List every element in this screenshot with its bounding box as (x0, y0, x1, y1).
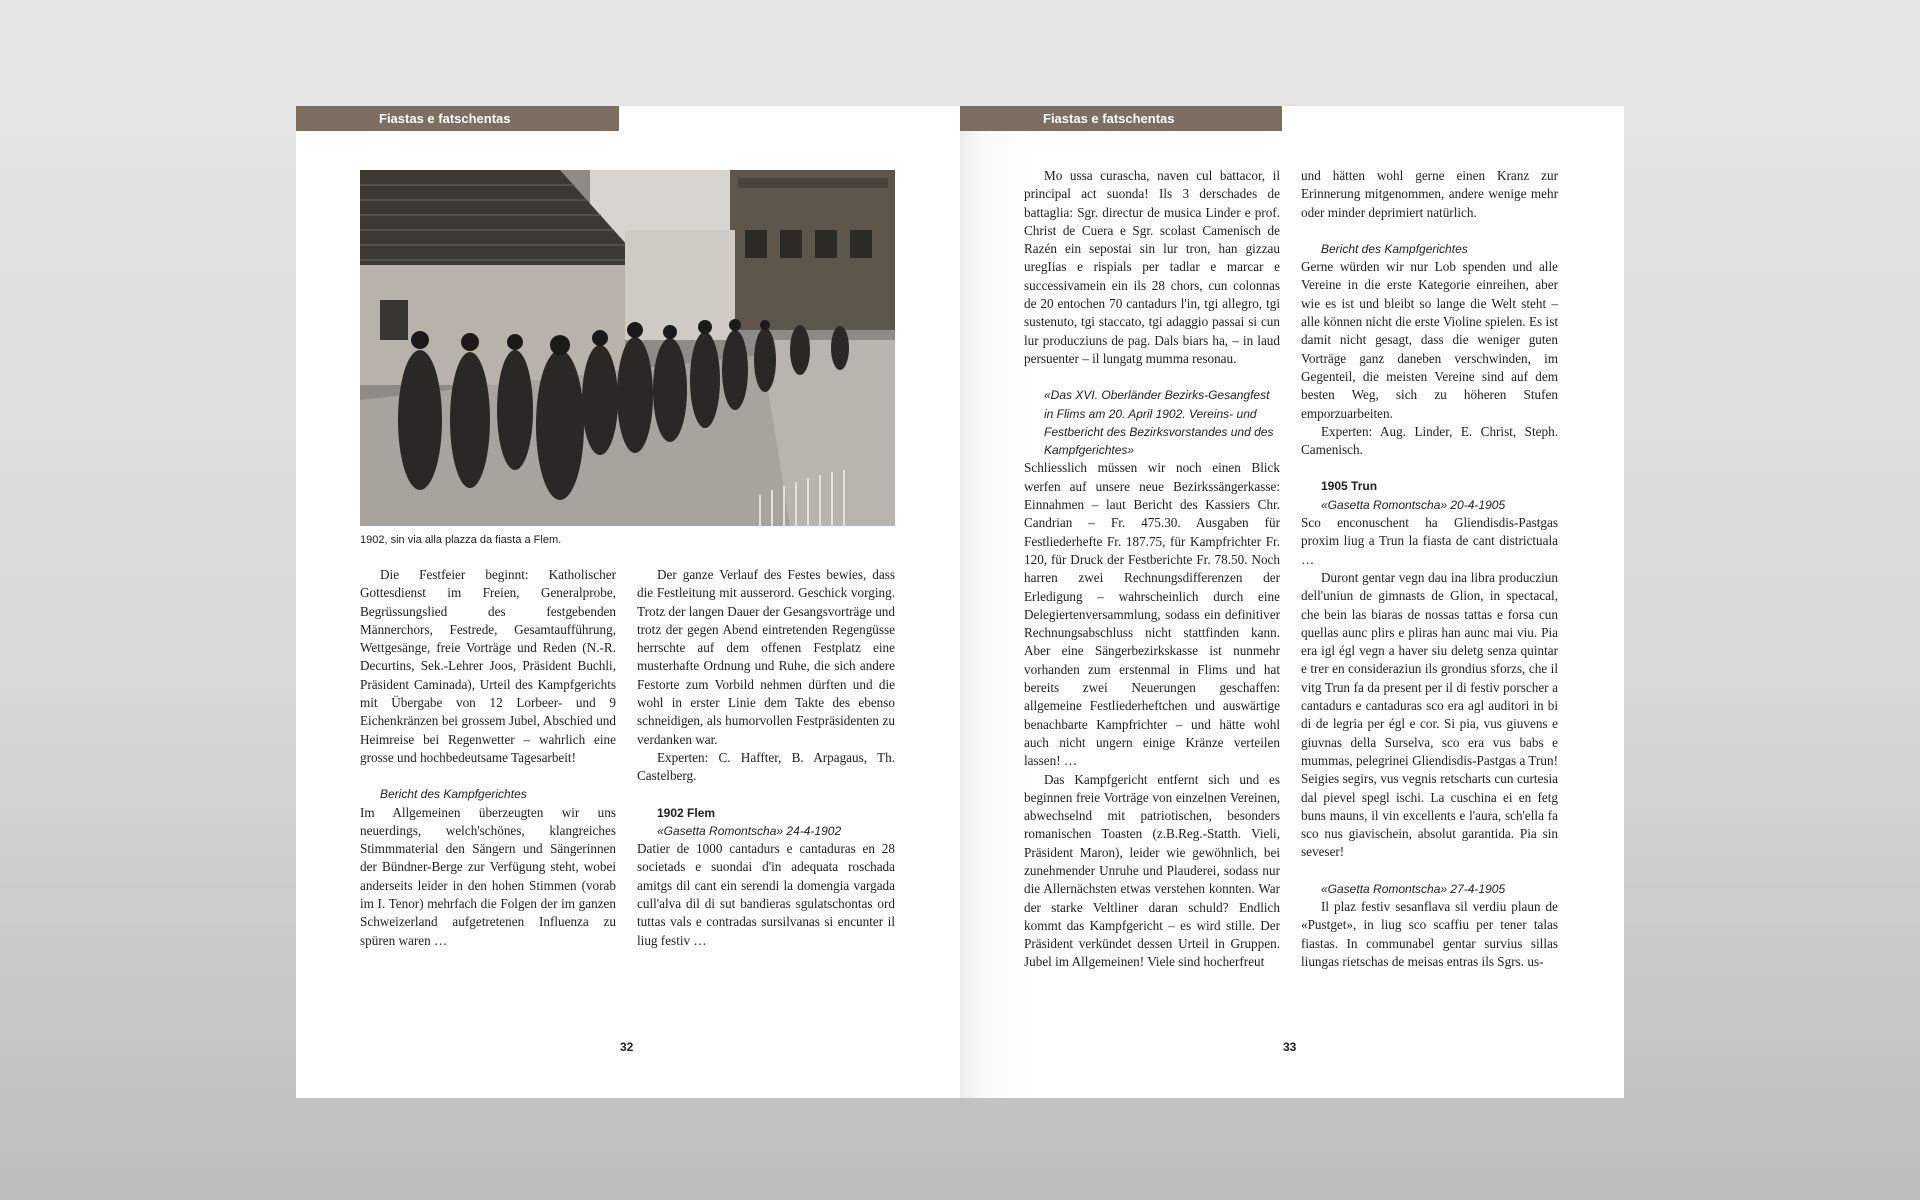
quote-heading: «Das XVI. Oberländer Bezirks-Gesangfest in Flims am 20. April 1902. Vereins- und Festbericht des Bezirksvorstandes und des Kampfgerichtes» (1044, 388, 1274, 458)
paragraph: Die Festfeier beginnt: Katholischer Gottesdienst im Freien, Generalprobe, Begrüssungslied des festgebenden Männerchors, Festrede, Gesamtaufführung, Wettgesänge, freie Vorträge und Reden (N.-R. Decurtins, Sek.-Lehrer Joos, Präsident Buchli, Präsident Caminada), Urteil des Kampfgerichts mit Übergabe von 12 Lorbeer- und 9 Eichenkränzen bei grossem Jubel, Abschied und Heimreise bei Regenwetter – wahrlich eine grosse und hochbedeutsame Tagesarbeit! (360, 567, 616, 765)
paragraph: Datier de 1000 cantadurs e cantaduras en 28 societads e suondai d'in adequata roschada amitgs dil cant ein serendi la domengia vargada cull'alva dil di sut bandieras sgulatschontas ord tuttas vals e contradas sursilvanas si encunter il liug festiv … (637, 841, 895, 948)
source-citation: «Gasetta Romontscha» 24-4-1902 (657, 823, 842, 838)
paragraph: und hätten wohl gerne einen Kranz zur Erinnerung mitgenommen, andere wenige mehr oder minder deprimiert natürlich. (1301, 168, 1558, 220)
running-header: Fiastas e fatschentas (296, 106, 619, 131)
running-header: Fiastas e fatschentas (960, 106, 1282, 131)
paragraph: Experten: C. Haffter, B. Arpagaus, Th. Castelberg. (637, 749, 895, 784)
left-page (296, 106, 960, 1098)
paragraph: Der ganze Verlauf des Festes bewies, dass die Festleitung mit ausserord. Geschick vorging. Trotz der langen Dauer der Gesangsvorträge und trotz der gegen Abend eintretenden Regengüsse herrschte auf dem offenen Festplatz eine musterhafte Ordnung und Ruhe, die sich andere Festorte zum Vorbild nehmen dürften und die wohl in erster Linie dem Takte des ebenso schneidigen, als humorvollen Festpräsidenten zu verdanken war. (637, 567, 895, 747)
subheading: Bericht des Kampfgerichtes (1321, 241, 1468, 256)
right-column-1 (1024, 167, 1280, 972)
paragraph: Duront gentar vegn dau ina libra producziun dell'uniun de gimnasts de Glion, in spectacal, che bein las biaras de nossas tattas e forsa cun quellas aunc plirs e pliras han aunc mai viu. Pia era igl égl vegn a haver siu deletg senza quintar e trer en consideraziun ils grondius sforzs, che il vitg Trun fa da present per il di festiv porscher a cantadurs e cantaduras sco era agl auditori in bi di de legria per égl e cor. Si pia, vus giuvens e giuvnas della Surselva, sco era vus babs e mummas, pelegrinei Gliendisdis-Pastgas a Trun! Seigies segirs, vus vegnis retscharts cun curtesia dal pievel spegl ischi. La cuschina ei en fetg buns mauns, il vin excellents e l'aura, sch'ella fa sco nus giavischein, absolut garantida. Pia sin seveser! (1301, 569, 1558, 860)
historical-photo (360, 170, 895, 526)
left-column-2 (637, 566, 895, 950)
page-number: 32 (620, 1040, 634, 1054)
paragraph: Il plaz festiv sesanflava sil verdiu plaun de «Pustget», in liug sco scaffiu per tener talas fiastas. In communabel gentar survius sillas liungas rietschas de meisas entras ils Sgrs. us- (1301, 898, 1558, 969)
paragraph: Im Allgemeinen überzeugten wir uns neuerdings, welch'schönes, klangreiches Stimmmaterial den Sängern und Sängerinnen der Bündner-Berge zur Verfügung steht, wobei anderseits leider in den hohen Stimmen (vorab im I. Tenor) mehrfach die Folgen der im ganzen Schweizerland aufgetretenen Influenza zu spüren waren … (360, 804, 616, 948)
paragraph: Das Kampfgericht entfernt sich und es beginnen freie Vorträge von einzelnen Vereinen, abwechselnd mit patriotischen, besonders romanischen Toasten (z.B.Reg.-Statth. Vieli, Präsident Maron), leider wie gewöhnlich, bei zunehmender Unruhe und Plauderei, sodass nur die Allernächsten etwas verstehen konnten. War der starke Veltliner daran schuld? Endlich kommt das Kampfgericht – es wird stille. Der Präsident verkündet dessen Urteil in Gruppen. Jubel im Allgemeinen! Viele sind hocherfreut (1024, 771, 1280, 970)
right-page (960, 106, 1624, 1098)
parade-photo-illustration (360, 170, 895, 526)
page-number: 33 (1283, 1040, 1297, 1054)
paragraph: Gerne würden wir nur Lob spenden und alle Vereine in die erste Kategorie einreihen, aber wie es ist und bleibt so lange die Welt steht – alle können nicht die erste Violine spielen. Es ist damit nicht gesagt, dass die weniger guten Vorträge ganz daneben verschwinden, im Gegenteil, die meisten Vereine sind auf dem besten Weg, sich zu höheren Stufen emporzuarbeiten. (1301, 259, 1558, 421)
paragraph: Mo ussa curascha, naven cul battacor, il principal act suonda! Ils 3 derschades de battaglia: Sgr. directur de musica Linder e prof. Christ de Cuera e Sgr. scolast Camenisch de Razén ein sepostai sin lur tron, han gizzau uregIias e rispials per tadlar e marcar e successivamein ein ils 28 chors, cun colonnas de 20 entochen 70 cantadurs l'in, tgi allegro, tgi sustenuto, tgi staccato, tgi adaggio passai si cun lur producziuns de pag. Dals biars ha, – in laud persuenter – il lungatg mumma resonau. (1024, 168, 1280, 366)
year-heading: 1902 Flem (657, 805, 716, 820)
source-citation: «Gasetta Romontscha» 27-4-1905 (1321, 881, 1506, 896)
subheading: Bericht des Kampfgerichtes (380, 787, 527, 802)
photo-caption: 1902, sin via alla plazza da fiasta a Flem. (360, 534, 562, 546)
paragraph: Schliesslich müssen wir noch einen Blick werfen auf unsere neue Bezirkssängerkasse: Einnahmen – laut Bericht des Kassiers Chr. Candrian – Fr. 475.30. Ausgaben für Festliederhefte Fr. 187.75, für Kampfrichter Fr. 120, für Druck der Festberichte Fr. 78.50. Noch harren zwei Rechnungsdifferenzen der Erledigung – wahrscheinlich durch eine Delegiertenversammlung, sodass ein definitiver Rechnungsabschluss nicht stattfinden kann. Aber eine Sängerbezirkskasse ist nunmehr vorhanden zum erstenmal in Flims und hat bereits zwei Neuerungen geschaffen: allgemeine Festliederheftchen und auswärtige benachbarte Kampfrichter – und hätte wohl auch nicht ungern einige Kränze verteilen lassen! … (1024, 460, 1280, 769)
year-heading: 1905 Trun (1321, 479, 1378, 494)
paragraph: Sco enconuschent ha Gliendisdis-Pastgas proxim liug a Trun la fiasta de cant districtuala … (1301, 515, 1558, 567)
left-column-1 (360, 566, 616, 950)
source-citation: «Gasetta Romontscha» 20-4-1905 (1321, 497, 1506, 512)
paragraph: Experten: Aug. Linder, E. Christ, Steph. Camenisch. (1301, 423, 1558, 458)
right-column-2 (1301, 167, 1558, 971)
